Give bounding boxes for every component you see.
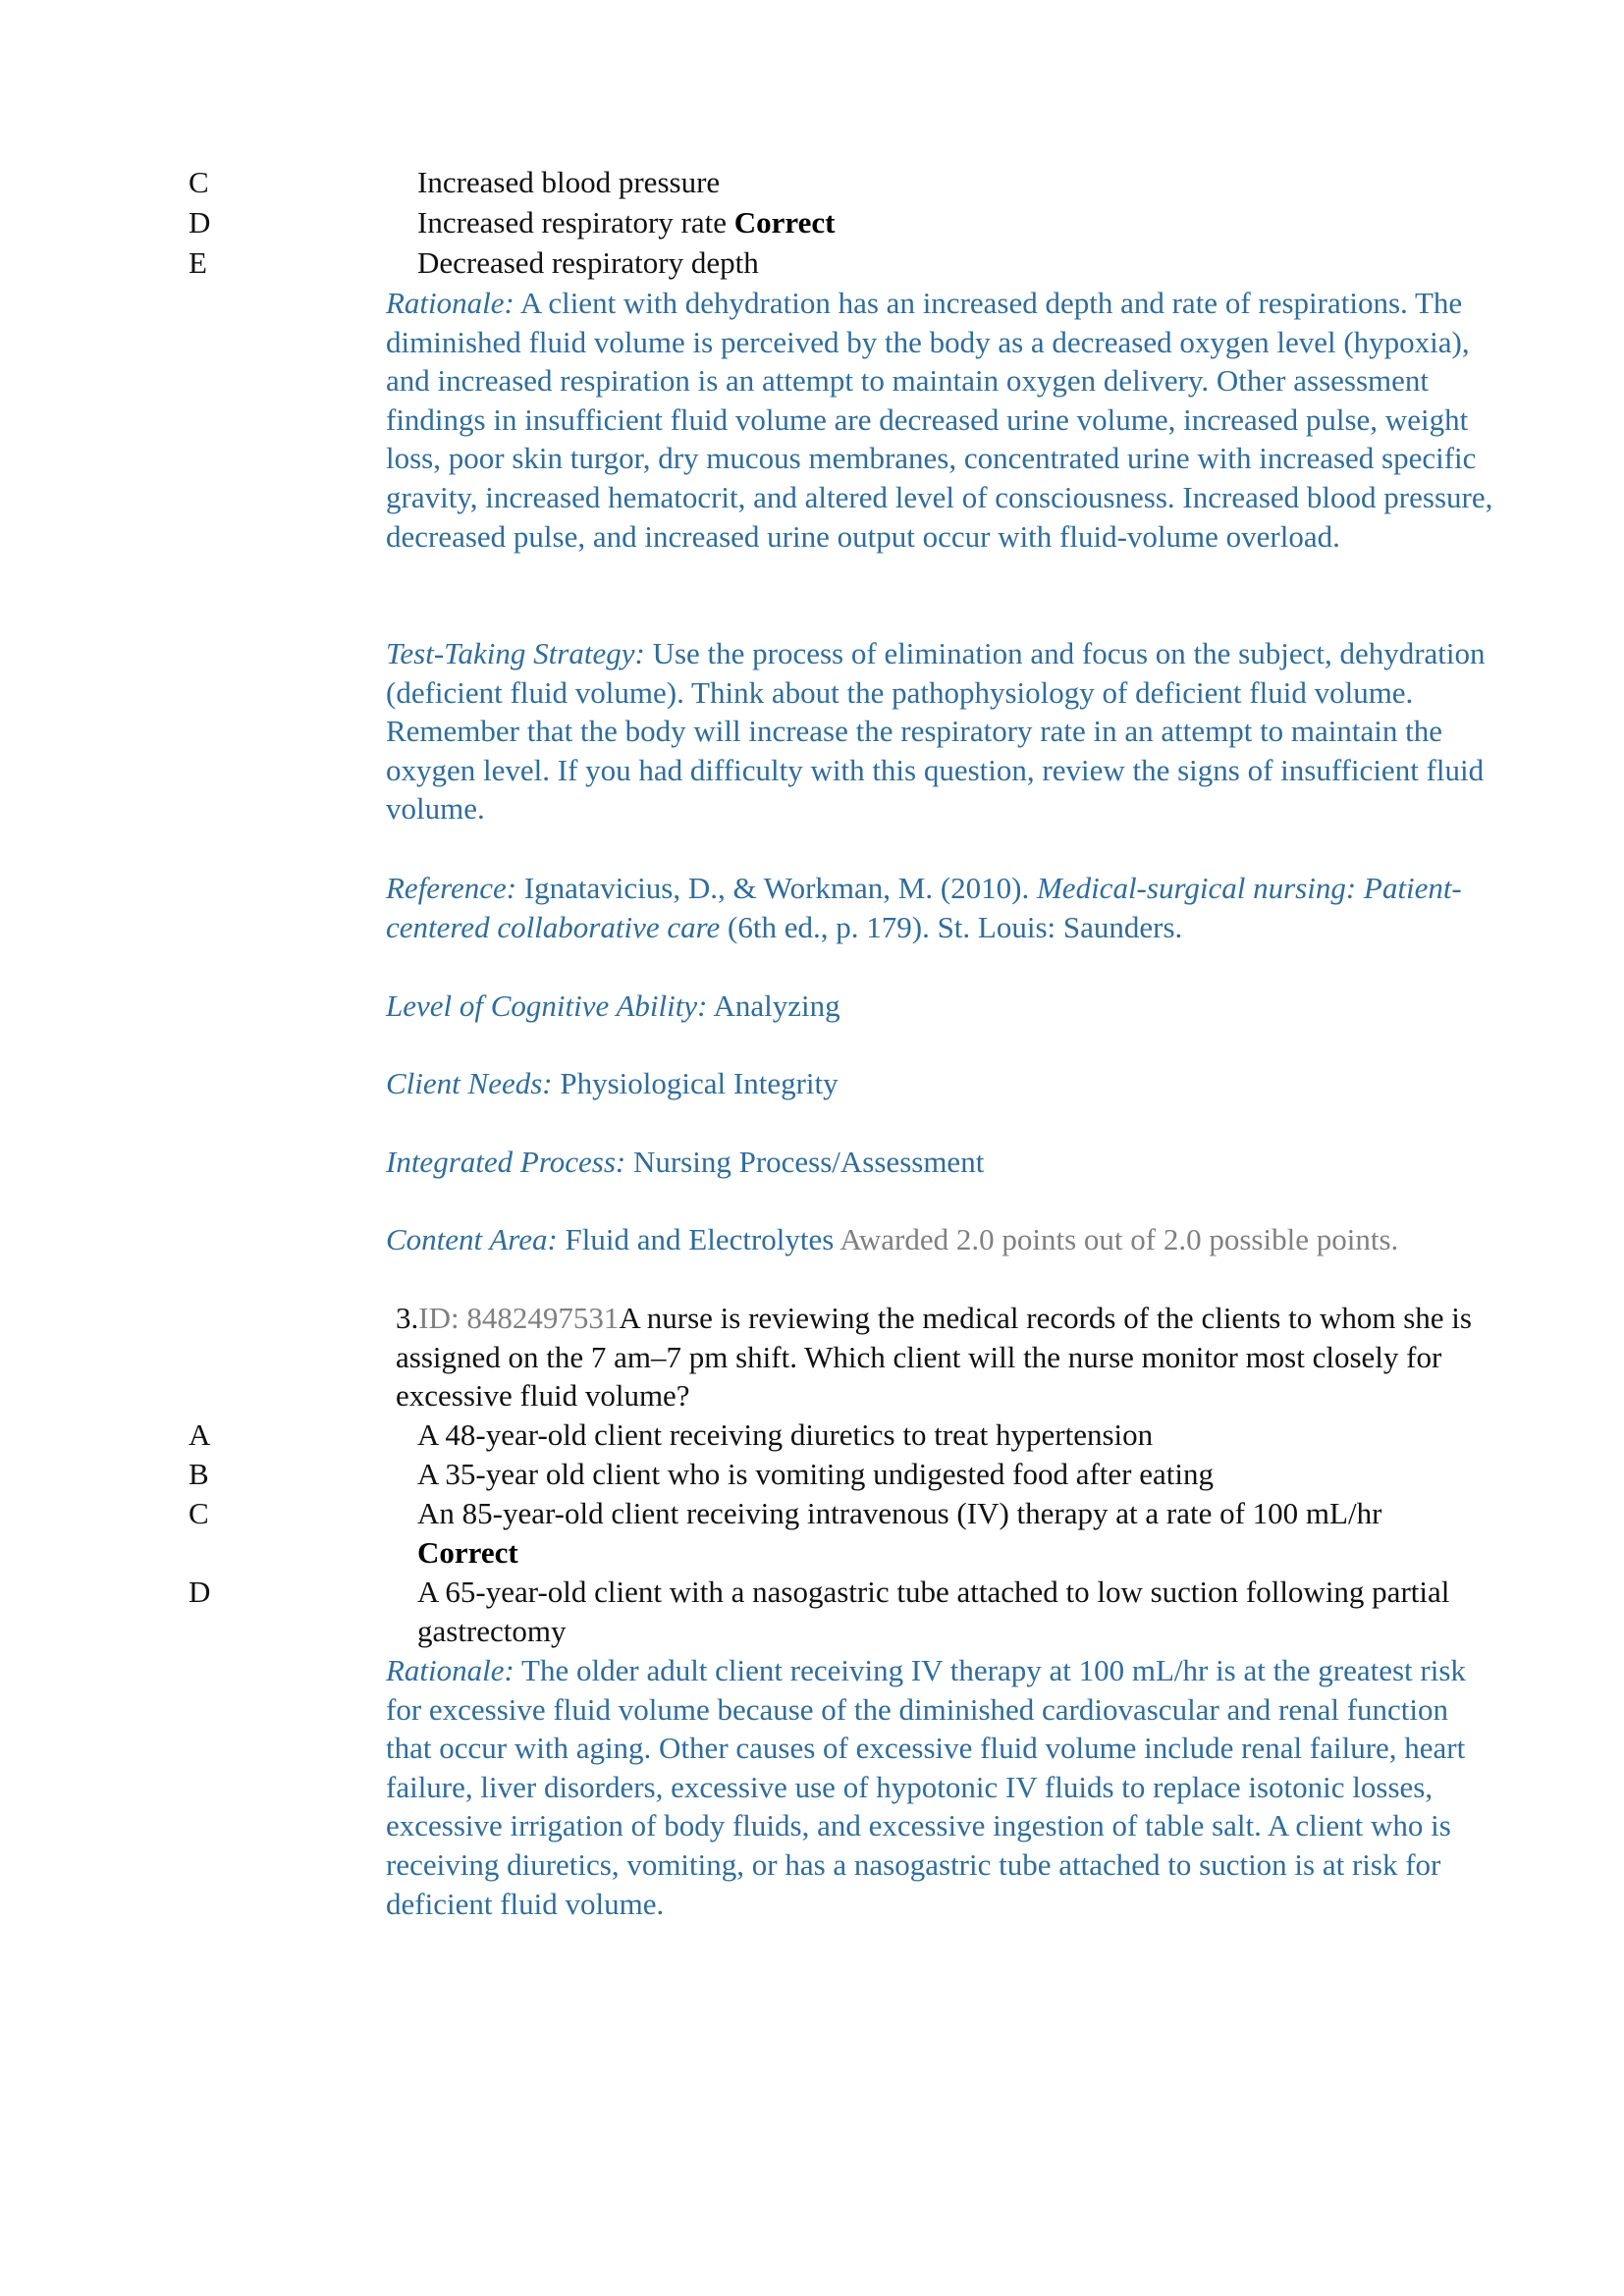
option-letter: A xyxy=(189,1417,211,1452)
option-text: Increased respiratory rate Correct xyxy=(417,205,836,240)
reference-title: Medical-surgical nursing: Patient-centered collaborative care xyxy=(386,871,1462,944)
cognitive-level-label: Level of Cognitive Ability: xyxy=(386,988,708,1023)
option-letter: C xyxy=(189,1496,209,1530)
score-text: Awarded 2.0 points out of 2.0 possible points. xyxy=(834,1222,1399,1256)
option-letter: E xyxy=(189,245,207,280)
integrated-process xyxy=(386,1143,1495,1182)
rationale-paragraph xyxy=(386,284,1495,556)
option-text: A 48-year-old client receiving diuretics to treat hypertension xyxy=(417,1417,1154,1452)
client-needs xyxy=(386,1064,1495,1103)
option-letter: B xyxy=(189,1457,209,1491)
option-text: Decreased respiratory depth xyxy=(417,245,759,280)
reference-label: Reference: xyxy=(386,871,517,905)
client-needs-label: Client Needs: xyxy=(386,1066,553,1100)
option-letter: C xyxy=(189,165,209,199)
content-area xyxy=(386,1220,1495,1259)
cognitive-level-value: Analyzing xyxy=(707,988,840,1023)
correct-marker: Correct xyxy=(733,205,836,240)
rationale-paragraph xyxy=(386,1651,1495,1923)
strategy-paragraph xyxy=(386,634,1495,828)
option-text: Increased blood pressure xyxy=(417,165,721,199)
option-text: An 85-year-old client receiving intravenous (IV) therapy at a rate of 100 mL/hr Correct xyxy=(417,1496,1382,1570)
question-text: A nurse is reviewing the medical records of the clients to whom she is assigned on the 7 am–7 pm shift. Which client will the nurse monitor most closely for excessive fluid volume? xyxy=(396,1301,1472,1414)
question-id: ID: 8482497531 xyxy=(418,1301,620,1335)
option-text: A 35-year old client who is vomiting undigested food after eating xyxy=(417,1457,1214,1491)
content-area-value: Fluid and Electrolytes xyxy=(557,1222,835,1256)
option-text: A 65-year-old client with a nasogastric tube attached to low suction following partial gastrectomy xyxy=(417,1575,1450,1648)
option-letter: D xyxy=(189,205,211,240)
question-number: 3. xyxy=(396,1301,419,1335)
strategy-text: Use the process of elimination and focus on the subject, dehydration (deficient fluid volume). Think about the pathophysiology of deficient fluid volume. Remember that the body will increase the respiratory rate in an attempt to maintain the oxygen level. If you had difficulty with this question, review the signs of insufficient fluid volume. xyxy=(386,636,1486,827)
correct-marker: Correct xyxy=(417,1535,518,1570)
strategy-label: Test-Taking Strategy: xyxy=(386,636,645,670)
cognitive-level xyxy=(386,987,1495,1026)
integrated-process-value: Nursing Process/Assessment xyxy=(625,1145,985,1179)
option-letter: D xyxy=(189,1575,211,1609)
rationale-text: A client with dehydration has an increased depth and rate of respirations. The diminished fluid volume is perceived by the body as a decreased oxygen level (hypoxia), and increased respiration is an attempt to maintain oxygen delivery. Other assessment findings in insufficient fluid volume are decreased urine volume, increased pulse, weight loss, poor skin turgor, dry mucous membranes, concentrated urine with increased specific gravity, increased hematocrit, and altered level of consciousness. Increased blood pressure, decreased pulse, and increased urine output occur with fluid-volume overload. xyxy=(386,286,1493,554)
rationale-label: Rationale: xyxy=(386,286,514,320)
rationale-label: Rationale: xyxy=(386,1653,514,1687)
rationale-text: The older adult client receiving IV therapy at 100 mL/hr is at the greatest risk for excessive fluid volume because of the diminished cardiovascular and renal function that occur with aging. Other causes of excessive fluid volume include renal failure, heart failure, liver disorders, excessive use of hypotonic IV fluids to replace isotonic losses, excessive irrigation of body fluids, and excessive ingestion of table salt. A client who is receiving diuretics, vomiting, or has a nasogastric tube attached to suction is at risk for deficient fluid volume. xyxy=(386,1653,1466,1921)
reference-paragraph: Reference: Ignatavicius, D., & Workman, M. (2010). Medical-surgical nursing: Patient-centered collaborative care (6th ed., p. 179). St. Louis: Saunders. xyxy=(386,871,1462,944)
content-area-label: Content Area: xyxy=(386,1222,558,1256)
integrated-process-label: Integrated Process: xyxy=(386,1145,626,1179)
client-needs-value: Physiological Integrity xyxy=(552,1066,839,1100)
question-stem xyxy=(396,1299,1495,1415)
